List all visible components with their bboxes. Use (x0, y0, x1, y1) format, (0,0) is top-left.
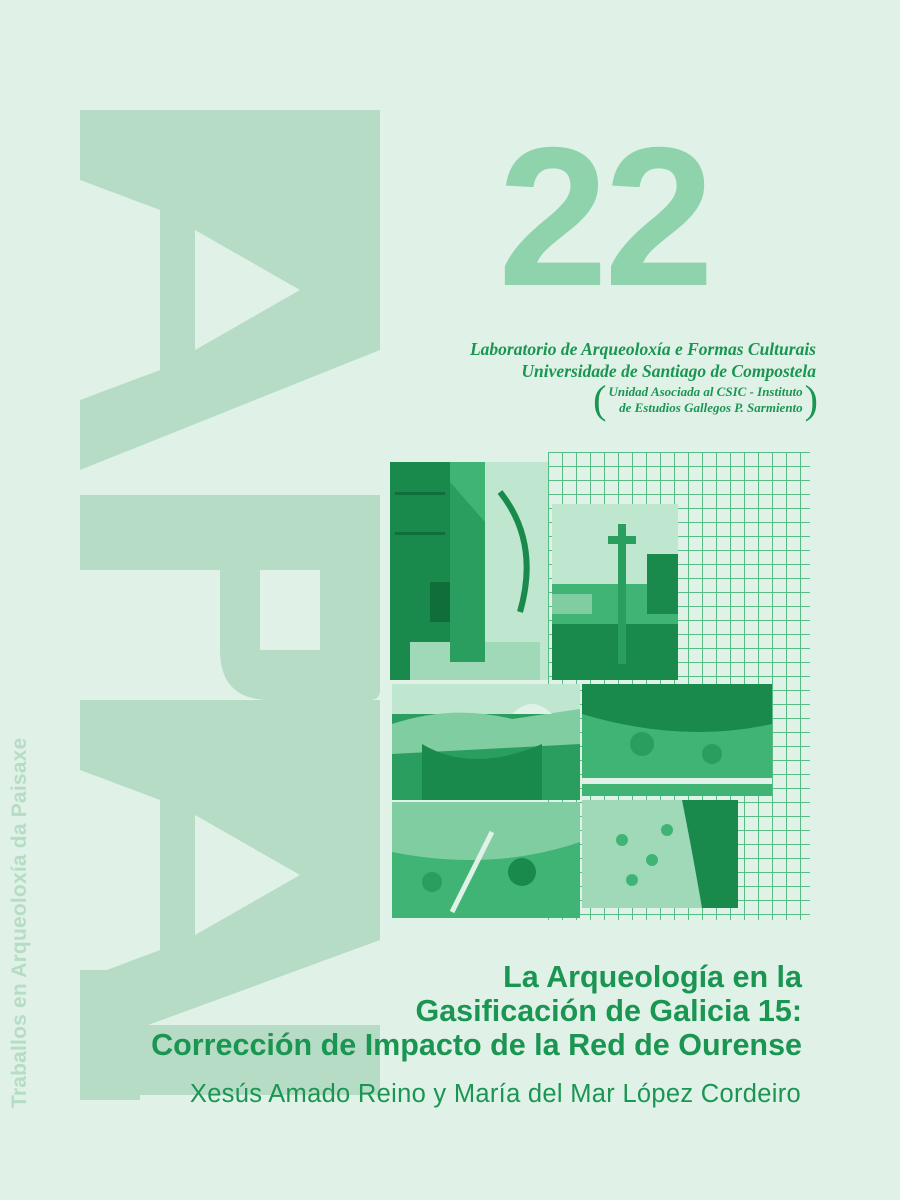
affiliation-line-2: de Estudios Gallegos P. Sarmiento (619, 400, 803, 415)
title-line-3: Corrección de Impacto de la Red de Ourense (151, 1028, 802, 1062)
title-line-1: La Arqueología en la (503, 960, 802, 994)
tapa-logo (70, 100, 390, 1100)
institution-block (470, 338, 816, 382)
book-title (151, 960, 802, 1062)
photo-cupmarks (582, 800, 738, 908)
affiliation-text (606, 384, 804, 416)
photo-rock-measuring (392, 802, 580, 918)
series-name: Traballos en Arqueoloxía da Paisaxe (8, 737, 31, 1108)
tapa-letter-p (80, 495, 380, 700)
photo-stone-cross (552, 504, 678, 680)
institution-affiliation (593, 377, 818, 422)
photo-stone-wall (390, 462, 548, 680)
open-paren: ( (593, 377, 607, 422)
affiliation-line-1: Unidad Asociada al CSIC - Instituto (608, 384, 803, 399)
institution-line-1: Laboratorio de Arqueoloxía e Formas Culturais (469, 339, 816, 359)
title-line-2: Gasificación de Galicia 15: (415, 994, 802, 1028)
authors: Xesús Amado Reino y María del Mar López Cordeiro (189, 1080, 801, 1108)
issue-number: 22 (498, 106, 711, 327)
close-paren: ) (804, 377, 818, 422)
tapa-logo-graphic (70, 100, 390, 1100)
institution-line-2: Universidade de Santiago de Compostela (521, 361, 816, 381)
photo-engraved-rock (582, 684, 772, 796)
photo-rock-outcrop (392, 684, 580, 800)
